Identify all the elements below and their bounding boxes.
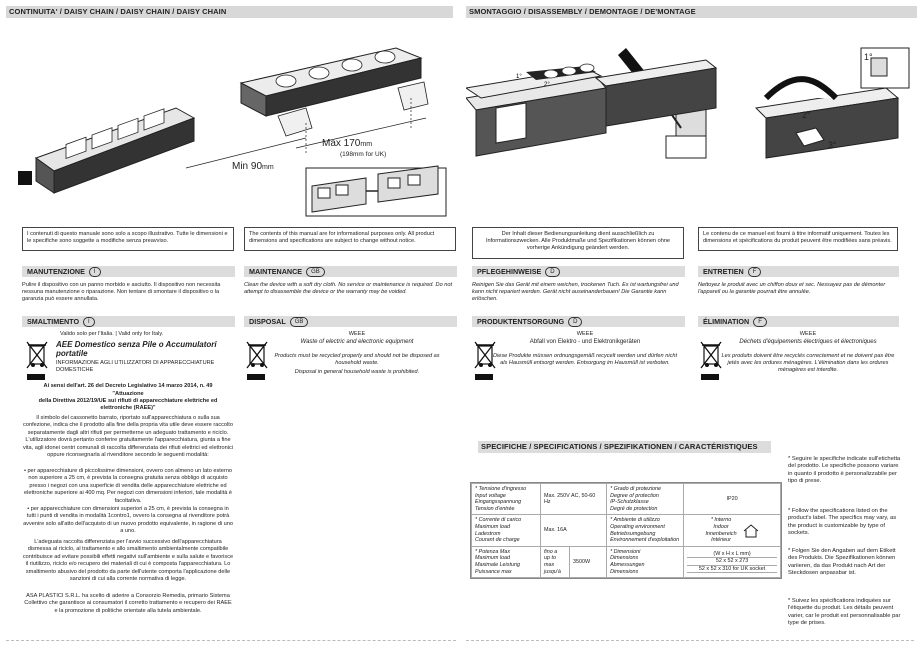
weee-bar-fr	[701, 374, 719, 380]
weee-title-de: WEEE	[576, 331, 594, 337]
spec-label: up to	[544, 555, 556, 562]
max-length-label: Max 170mm	[322, 138, 373, 149]
spec-value: * Interno	[710, 517, 732, 524]
spec-value: (W x H x L mm)	[713, 550, 751, 557]
spec-label: Tension d'entrée	[475, 505, 515, 512]
spec-value: IP20	[684, 484, 781, 515]
spec-label: jusqu'à	[544, 568, 561, 575]
disposal-body1-it: Il simbolo del cassonetto barrato, riportato sull'apparecchiatura o sulla sua confezione, indica che il prodotto alla fine della propria vita utile deve essere raccolto separatamente dagli altri rifiuti per permetterne un adeguato trattamento e riciclo. L'utilizzatore dovrà pertanto conferire gratuitamente l'apparecchiatura, giunta a fine vita, agli idonei centri comunali di raccolta differenziata dei rifiuti elettrici ed elettronici oppure riconsegnarla al rivenditore secondo le seguenti modalità:	[22, 415, 234, 459]
disposal-body4-it: L'adeguata raccolta differenziata per l'avvio successivo dell'apparecchiatura dismessa al riciclo, al trattamento e allo smaltimento ambientalmente compatibile contribuisce ad evitare possibili effetti negativi sull'ambiente e sulla salute e favorisce il riutilizzo, riciclo e/o recupero dei materiali di cui è composta l'apparecchiatura. Lo smaltimento abusivo del prodotto da parte dell'utente comporta l'applicazione delle sanzioni di cui alla corrente normativa di legge.	[22, 539, 234, 583]
spec-label: Degré de protection	[610, 505, 658, 512]
step-1-label: 1°	[864, 52, 873, 62]
weee-sub-en: Waste of electric and electronic equipment	[300, 339, 414, 345]
disposal-body2-it: • per apparecchiature di piccolissime dimensioni, ovvero con almeno un lato esterno non superiore a 25 cm, è prevista la consegna gratuita senza obbligo di acquisto presso i negozi con una superficie di vendita delle apparecchiature elettriche ed elettroniche superiore ai 400 mq. Per negozi con dimensioni inferiori, tale modalità è facoltativa.	[23, 468, 233, 504]
weee-title-en: WEEE	[348, 331, 366, 337]
directive-it: della Direttiva 2012/19/UE sui rifiuti di apparecchiature elettriche ed elettroniche (RAEE)"	[38, 398, 218, 412]
spec-label: * Grado di protezione	[610, 486, 662, 492]
uk-length-note: (198mm for UK)	[340, 151, 387, 158]
spec-value: Max. 250V AC, 50-60 Hz	[541, 484, 607, 515]
attuazione-it: "Attuazione	[112, 391, 144, 397]
fold-line-bottom-left	[6, 640, 456, 641]
spec-label: * Ambiente di utilizzo	[610, 517, 660, 524]
aee-title-it: AEE Domestico senza Pile o Accumulatori portatile	[56, 340, 217, 358]
spec-label: Maximum load	[475, 555, 511, 562]
daisy-chain-header: CONTINUITA' / DAISY CHAIN / DAISY CHAIN / DAISY CHAIN	[6, 6, 453, 18]
disclaimer-de: Der Inhalt dieser Bedienungsanleitung dient ausschließlich zu Informationszwecken. Alle Produktmaße und Spezifikationen können ohne vorherige Ankündigung geändert werden.	[472, 227, 684, 259]
maintenance-text-it: Pulire il dispositivo con un panno morbido e asciutto. Il dispositivo non necessita nessuna manutenzione o riparazione. Non tentare di smontare il dispositivo o la garanzia può essere annullata.	[22, 282, 221, 303]
step-1-small: 1°	[516, 74, 522, 80]
spec-label: * Potenza Max	[475, 548, 511, 555]
maintenance-header-fr: ENTRETIEN F	[698, 266, 899, 277]
house-icon	[743, 524, 759, 538]
step-3-label: 3°	[828, 140, 837, 150]
maintenance-header-en: MAINTENANCE GB	[244, 266, 457, 277]
disposal-text2-en: Disposal in general household waste is prohibited.	[294, 369, 420, 375]
disclaimer-it: I contenuti di questo manuale sono solo a scopo illustrativo. Tutte le dimensioni e le specifiche sono soggette a modifiche senza preavviso.	[22, 227, 234, 251]
maintenance-text-de: Reinigen Sie das Gerät mit einem weichen, trockenen Tuch. Es ist wartungsfrei und kann nicht repariert werden. Gerät nicht auseinanderbauen! Die Garantie kann erlöschen.	[472, 282, 679, 303]
fold-line-bottom-right	[466, 640, 914, 641]
maintenance-text-en: Clean the device with a soft dry cloth. No service or maintenance is required. Do not attempt to disassemble the device or the warranty may be voided.	[244, 282, 453, 296]
spec-label: Abmessungen	[610, 561, 645, 568]
power-strip-upper	[241, 48, 421, 116]
weee-title-fr: WEEE	[799, 331, 817, 337]
step-2-small: 2°	[544, 82, 550, 88]
spec-value: 52 x 52 x 273	[687, 557, 777, 565]
inset-detail	[306, 166, 446, 216]
spec-label: Input voltage	[475, 492, 506, 499]
weee-bar-de	[475, 374, 493, 380]
daisy-chain-diagram	[6, 28, 450, 218]
spec-label: Eingangsspannung	[475, 499, 522, 506]
disposal-text1-en: Products must be recycled properly and should not be disposed as household waste.	[274, 353, 440, 367]
disposal-text-de: Diese Produkte müssen ordnungsgemäß recycelt werden und dürfen nicht als Hausmüll entsorgt werden. Entsorgung im Hausmüll ist verboten.	[492, 353, 678, 367]
decree-it: Ai sensi dell'art. 26 del Decreto Legislativo 14 marzo 2014, n. 49	[43, 383, 213, 389]
disposal-header-it: SMALTIMENTO I	[22, 316, 235, 327]
weee-bar-it	[27, 374, 45, 380]
spec-label: Dimensions	[610, 568, 639, 575]
spec-label: Puissance max	[475, 568, 512, 575]
disassembly-right-strip	[596, 48, 909, 158]
maintenance-header-it: MANUTENZIONE I	[22, 266, 235, 277]
spec-note-en: * Follow the specifications listed on the product's label. The specifics may vary, as the product is customizable by type of sockets.	[788, 508, 897, 537]
spec-label: Courant de charge	[475, 537, 520, 544]
disposal-header-de: PRODUKTENTSORGUNG D	[472, 316, 685, 327]
weee-sub-fr: Déchets d'équipements électriques et électroniques	[739, 339, 877, 345]
spec-label: IP-Schutzklasse	[610, 499, 649, 506]
spec-label: Maximale Leistung	[475, 561, 520, 568]
spec-label: Betriebsumgebung	[610, 530, 656, 537]
disassembly-header: SMONTAGGIO / DISASSEMBLY / DEMONTAGE / DE'MONTAGE	[466, 6, 917, 18]
spec-label: Ladestrom	[475, 530, 501, 537]
weee-bin-icon-it	[26, 340, 48, 370]
disposal-text-fr: Les produits doivent être recyclés correctement et ne doivent pas être jetés avec les ordures ménagères. L'élimination dans les ordures ménagères est interdite.	[721, 353, 895, 374]
spec-row-current	[472, 515, 781, 546]
power-strip-lower	[18, 108, 194, 193]
aee-sub-it: INFORMAZIONE AGLI UTILIZZATORI DI APPARECCHIATURE DOMESTICHE	[56, 360, 215, 374]
spec-note-fr: * Suivez les spécifications indiquées sur l'étiquette du produit. Les détails peuvent varier, car le produit est personnalisable par type de prises.	[788, 598, 901, 627]
spec-note-de: * Folgen Sie den Angaben auf dem Etikett des Produkts. Die Spezifikationen können variieren, da das Produkt nach Art der Steckdosen anpassbar ist.	[788, 548, 896, 577]
disposal-header-fr: ÉLIMINATION F	[698, 316, 899, 327]
spec-label: Operating environment	[610, 523, 665, 530]
spec-label: Degree of protection	[610, 492, 659, 499]
spec-value: Intérieur	[711, 537, 731, 544]
spec-row-power	[472, 546, 781, 577]
disposal-body5-it: ASA PLASTICI S.R.L. ha scelto di aderire a Consorzio Remedia, primario Sistema Collettivo che garantisce ai consumatori il corretto trattamento e recupero dei RAEE e la promozione di politiche orientate alla tutela ambientale.	[24, 593, 232, 614]
disassembly-diagram	[466, 28, 914, 218]
step-2-label: 2°	[802, 110, 811, 120]
disclaimer-en: The contents of this manual are for informational purposes only. All product dimensions and specifications are subject to change without notice.	[244, 227, 456, 251]
spec-value: Innenbereich	[705, 530, 737, 537]
spec-value: Indoor	[713, 523, 729, 530]
spec-label: * Corrente di carico	[475, 517, 522, 524]
disclaimer-fr: Le contenu de ce manuel est fourni à titre informatif uniquement. Toutes les dimensions et spécifications du produit peuvent être modifiées sans préavis.	[698, 227, 898, 251]
spec-label: * Tensione d'ingresso	[475, 486, 527, 492]
spec-label: fino a	[544, 548, 558, 555]
min-length-label: Min 90mm	[232, 161, 274, 172]
spec-label: Maximum load	[475, 523, 511, 530]
specs-header: SPECIFICHE / SPECIFICATIONS / SPEZIFIKATIONEN / CARACTÉRISTIQUES	[478, 441, 771, 453]
spec-label: * Dimensioni	[610, 548, 641, 555]
specs-table	[470, 482, 782, 579]
spec-label: max	[544, 561, 555, 568]
disposal-valid-it: Valido solo per l'Italia. | Valid only for Italy.	[60, 331, 164, 337]
maintenance-text-fr: Nettoyez le produit avec un chiffon doux et sec. Nessayez pas de démonter l'appareil ou la garantie pourrait être annulée.	[698, 282, 886, 296]
spec-label: Environnement d'exploitation	[610, 537, 680, 544]
spec-note-it: * Seguire le specifiche indicate sull'etichetta del prodotto. Le specifiche possono variare in quanto il prodotto è personalizzabile per tipo di prese.	[788, 456, 901, 485]
spec-value: Max. 16A	[541, 515, 607, 546]
maintenance-header-de: PFLEGEHINWEISE D	[472, 266, 685, 277]
spec-value: 3500W	[570, 546, 607, 577]
spec-label: Dimensions	[610, 555, 639, 562]
spec-row-voltage	[472, 484, 781, 515]
spec-value: 52 x 52 x 310 for UK socket	[687, 565, 777, 574]
disposal-body3-it: • per apparecchiature con dimensioni superiori a 25 cm, è prevista la consegna in tutti i punti di vendita in modalità 1contro1, ovvero la consegna al rivenditore potrà avvenire solo all'atto dell'acquisto di un nuovo prodotto equivalente, in ragione di uno a uno.	[23, 506, 233, 535]
weee-sub-de: Abfall von Elektro - und Elektronikgeräten	[529, 339, 641, 345]
disposal-header-en: DISPOSAL GB	[244, 316, 457, 327]
